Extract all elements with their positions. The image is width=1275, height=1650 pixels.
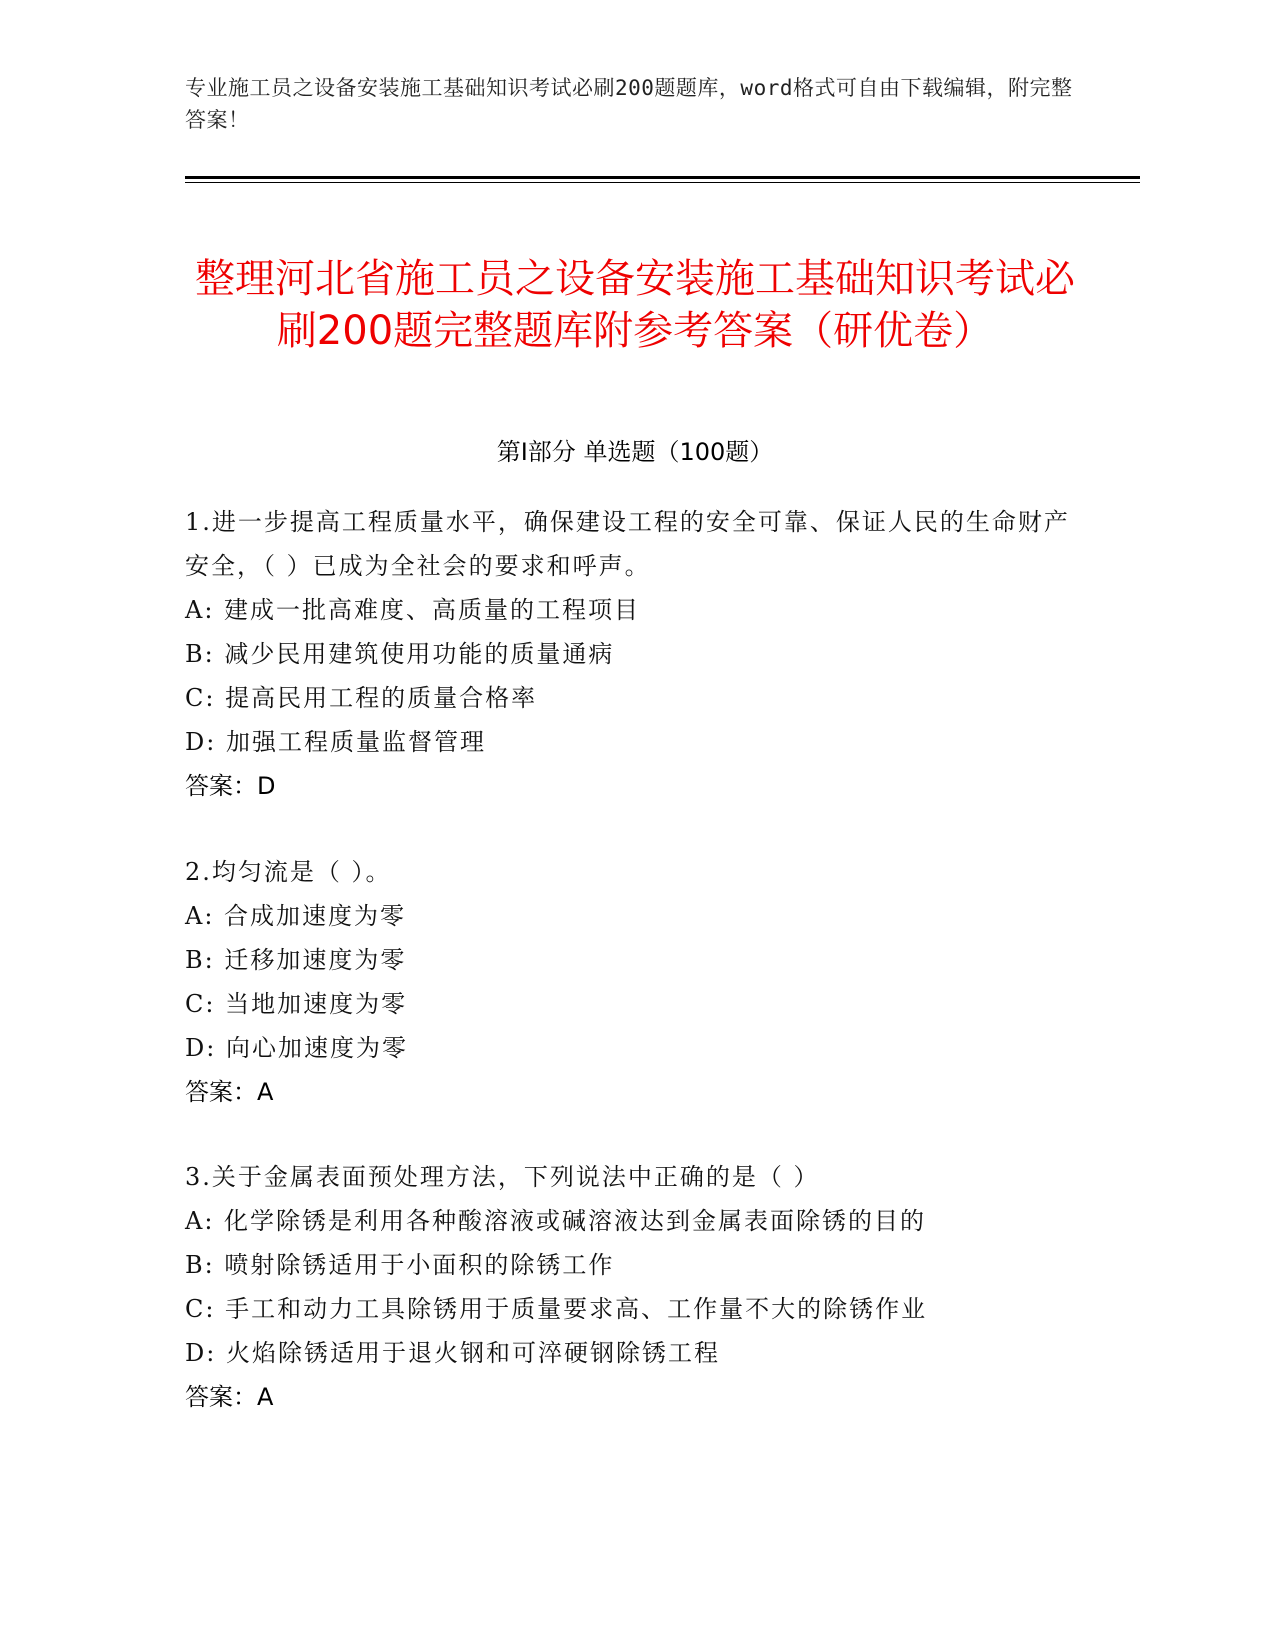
option-b: B: 减少民用建筑使用功能的质量通病 (185, 640, 615, 668)
question-3 (185, 1155, 1085, 1419)
header-note: 专业施工员之设备安装施工基础知识考试必刷200题题库，word格式可自由下载编辑，附完整答案！ (185, 76, 1073, 132)
header-rule-thick (185, 176, 1140, 179)
question-2 (185, 850, 1085, 1114)
option-a: A: 建成一批高难度、高质量的工程项目 (185, 596, 641, 624)
question-1 (185, 500, 1085, 808)
question-stem: 1.进一步提高工程质量水平，确保建设工程的安全可靠、保证人民的生命财产安全，（ ）已成为全社会的要求和呼声。 (185, 508, 1070, 580)
option-d: D: 火焰除锈适用于退火钢和可淬硬钢除锈工程 (185, 1339, 720, 1367)
option-b: B: 迁移加速度为零 (185, 946, 407, 974)
option-d: D: 加强工程质量监督管理 (185, 728, 486, 756)
question-stem: 2.均匀流是（ ）。 (185, 858, 392, 886)
option-c: C: 当地加速度为零 (185, 990, 408, 1018)
option-a: A: 合成加速度为零 (185, 902, 407, 930)
document-title: 整理河北省施工员之设备安装施工基础知识考试必刷200题完整题库附参考答案（研优卷） (195, 255, 1075, 354)
question-stem: 3.关于金属表面预处理方法，下列说法中正确的是（ ） (185, 1163, 820, 1191)
option-a: A: 化学除锈是利用各种酸溶液或碱溶液达到金属表面除锈的目的 (185, 1207, 927, 1235)
section-heading: 第I部分 单选题（100题） (496, 438, 774, 466)
answer-label: 答案：A (185, 1383, 274, 1411)
header-rule-thin (185, 182, 1140, 183)
answer-label: 答案：A (185, 1078, 274, 1106)
option-c: C: 手工和动力工具除锈用于质量要求高、工作量不大的除锈作业 (185, 1295, 928, 1323)
option-b: B: 喷射除锈适用于小面积的除锈工作 (185, 1251, 615, 1279)
option-d: D: 向心加速度为零 (185, 1034, 408, 1062)
answer-label: 答案：D (185, 772, 276, 800)
option-c: C: 提高民用工程的质量合格率 (185, 684, 538, 712)
